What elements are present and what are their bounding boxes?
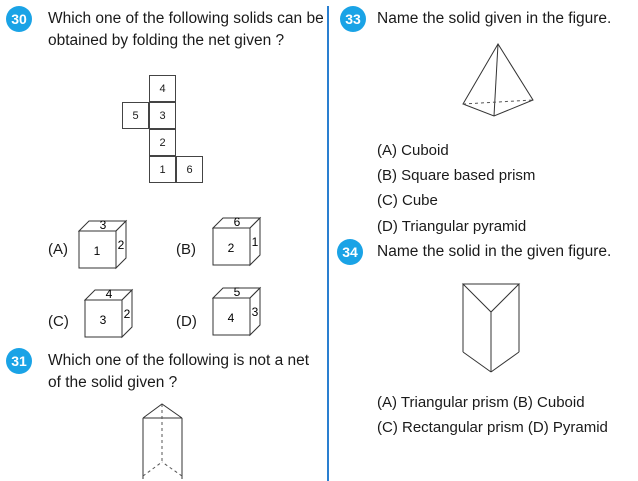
question-30-text: Which one of the following solids can be obtained by folding the net given ? [48, 10, 324, 49]
q33-option: (D) Triangular pyramid [377, 218, 527, 235]
cube-face-top: 4 [105, 287, 113, 301]
question-31-text: Which one of the following is not a net of the solid given ? [48, 352, 310, 391]
question-number-badge: 34 [337, 239, 363, 265]
net-square: 5 [122, 102, 149, 129]
q33-option: (B) Square based prism [377, 167, 536, 184]
cube-figure-a [78, 218, 130, 270]
triangular-prism-figure [458, 278, 524, 374]
option-a-label: (A) [48, 241, 68, 258]
triangular-pyramid-figure [460, 40, 538, 120]
question-33-text: Name the solid given in the figure. [377, 10, 612, 27]
question-34-text: Name the solid in the given figure. [377, 243, 612, 260]
cube-face-top: 3 [99, 218, 107, 232]
cube-figure-b [212, 215, 264, 267]
q34-options-row: (C) Rectangular prism (D) Pyramid [377, 419, 608, 436]
question-number-badge: 33 [340, 6, 366, 32]
cube-face-top: 6 [233, 215, 241, 229]
cube-face-top: 5 [233, 285, 241, 299]
question-number-badge: 30 [6, 6, 32, 32]
triangular-prism-figure [138, 400, 188, 480]
cube-face-front: 1 [93, 244, 101, 258]
net-square: 4 [149, 75, 176, 102]
cube-figure-c [84, 287, 136, 339]
cube-face-side: 2 [123, 307, 131, 321]
option-d-label: (D) [176, 313, 197, 330]
cube-face-front: 4 [227, 311, 235, 325]
net-square: 6 [176, 156, 203, 183]
question-number-badge: 31 [6, 348, 32, 374]
column-divider [327, 6, 329, 481]
cube-figure-d [212, 285, 264, 337]
option-c-label: (C) [48, 313, 69, 330]
q33-option: (C) Cube [377, 192, 438, 209]
cube-face-side: 3 [251, 305, 259, 319]
net-square: 3 [149, 102, 176, 129]
q33-option: (A) Cuboid [377, 142, 449, 159]
cube-face-front: 3 [99, 313, 107, 327]
cube-face-front: 2 [227, 241, 235, 255]
net-square: 1 [149, 156, 176, 183]
net-square: 2 [149, 129, 176, 156]
cube-face-side: 2 [117, 238, 125, 252]
q34-options-row: (A) Triangular prism (B) Cuboid [377, 394, 585, 411]
cube-face-side: 1 [251, 235, 259, 249]
option-b-label: (B) [176, 241, 196, 258]
